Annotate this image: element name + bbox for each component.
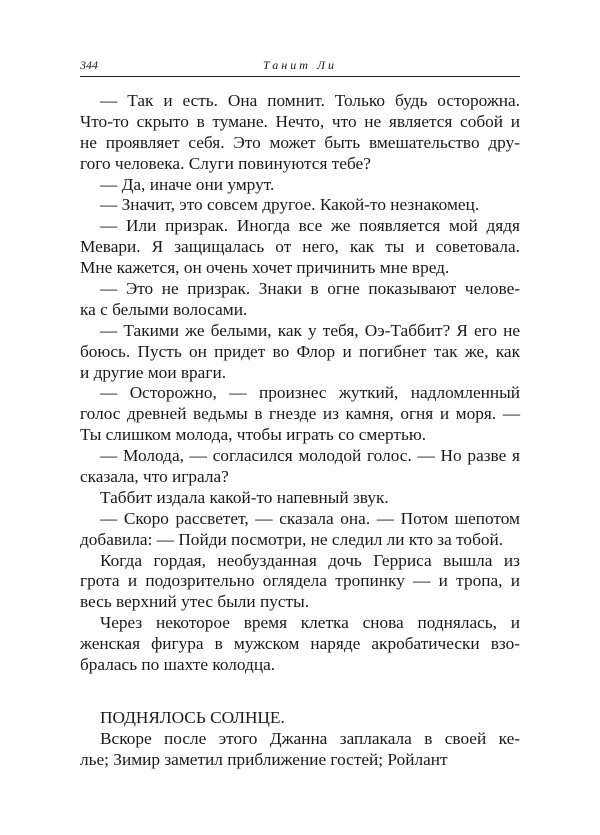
text-line: Ты слишком молода, чтобы играть со смертью. — [80, 425, 427, 445]
text-line: добавила: — Пойди посмотри, не следил ли кто за тобой. — [80, 529, 504, 549]
page-number: 344 — [80, 58, 98, 72]
text-line: и другие мои враги. — [80, 362, 227, 382]
text-line: боюсь. Пусть он придет во Флор и погибнет так же, как — [80, 341, 520, 361]
running-title: Танит Ли — [263, 58, 337, 72]
text-line: — Это не призрак. Знаки в огне показывают челове- — [100, 279, 520, 299]
text-line: — Такими же белыми, как у тебя, Оэ-Таббит? Я его не — [100, 320, 520, 340]
text-line: Мне кажется, он очень хочет причинить мне вред. — [80, 258, 450, 278]
text-line: Что-то скрыто в тумане. Нечто, что не является собой и — [80, 111, 520, 131]
text-line: грота и подозрительно оглядела тропинку — и тропа, и — [80, 571, 520, 591]
text-line: голос древней ведьмы в гнезде из камня, огня и моря. — — [80, 404, 520, 424]
text-line: Мевари. Я защищалась от него, как ты и советовала. — [80, 237, 520, 257]
text-line: — Значит, это совсем другое. Какой-то незнакомец. — [100, 195, 480, 215]
page-body — [80, 91, 520, 771]
text-line: гого человека. Слуги повинуются тебе? — [80, 153, 371, 173]
text-line: Таббит издала какой-то напевный звук. — [100, 487, 389, 507]
text-line: Когда гордая, необузданная дочь Герриса вышла из — [100, 550, 520, 570]
text-line: — Скоро рассветет, — сказала она. — Потом шепотом — [100, 508, 520, 528]
text-line: весь верхний утес были пусты. — [80, 592, 310, 612]
text-line: — Или призрак. Иногда все же появляется мой дядя — [100, 216, 520, 236]
text-line: сказала, что играла? — [80, 467, 229, 487]
running-header — [80, 58, 520, 76]
text-line: женская фигура в мужском наряде акробатически взо- — [80, 634, 520, 654]
text-line: — Да, иначе они умрут. — [100, 174, 275, 194]
text-line: ка с белыми волосами. — [80, 299, 248, 319]
text-line: не проявляет себя. Это может быть вмешательство дру- — [80, 132, 520, 152]
text-line: — Осторожно, — произнес жуткий, надломленный — [100, 383, 520, 403]
header-rule — [80, 76, 520, 77]
text-line: бралась по шахте колодца. — [80, 655, 276, 675]
section-break — [80, 676, 520, 708]
text-line: — Так и есть. Она помнит. Только будь осторожна. — [100, 91, 520, 110]
text-line: — Молода, — согласился молодой голос. — Но разве я — [100, 446, 520, 466]
text-line: Через некоторое время клетка снова поднялась, и — [100, 613, 520, 633]
section-heading: ПОДНЯЛОСЬ СОЛНЦЕ. — [100, 707, 285, 727]
text-line: лье; Зимир заметил приближение гостей; Ройлант — [80, 749, 448, 769]
text-line: Вскоре после этого Джанна заплакала в своей ке- — [100, 728, 520, 748]
